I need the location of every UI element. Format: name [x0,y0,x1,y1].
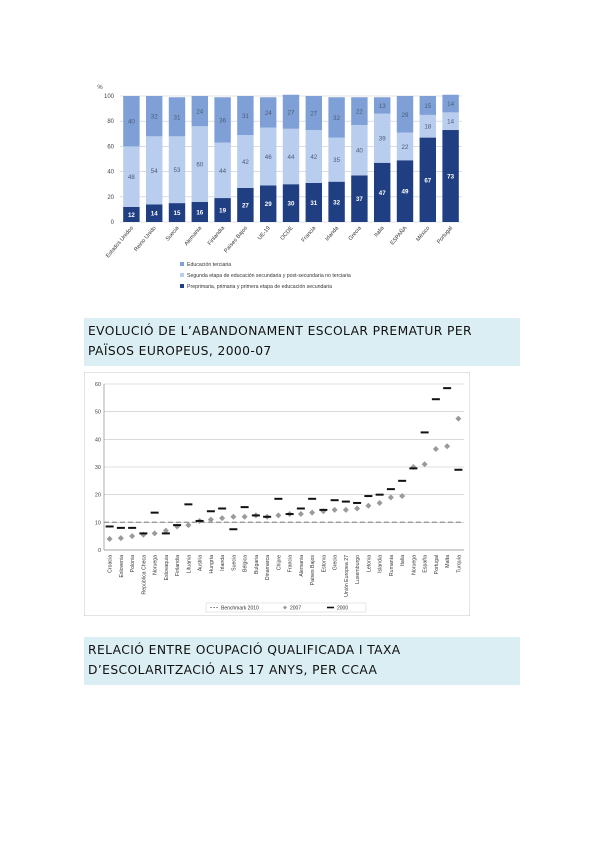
chart1-legend-label: Segunda etapa de educación secundaria y post-secundaria no terciaria [187,273,351,279]
chart1-data-label: 12 [127,211,135,219]
chart1-y-tick-label: 60 [107,144,114,151]
chart1-data-label: 49 [401,188,409,196]
chart2-y-tick-label: 40 [94,437,101,444]
chart2-x-label: Alemania [298,555,305,577]
chart1-data-label: 13 [378,102,386,110]
chart1-data-label: 22 [401,143,409,151]
chart1-data-label: 37 [355,196,363,204]
chart2-x-label: Dinamarca [265,555,272,581]
chart2-x-label: Luxemburgo [355,555,362,584]
chart2-x-label: Turquía [456,555,463,573]
chart1-data-label: 42 [310,153,318,161]
chart1-y-tick-label: 20 [107,194,114,201]
chart1-x-label: México [415,225,432,243]
chart2-x-label: España [422,555,429,573]
chart1-x-label: Portugal [436,225,455,246]
chart1-data-label: 15 [424,102,432,110]
chart1-y-tick-label: 40 [107,169,114,176]
chart2-x-label: Grecia [332,555,339,571]
chart1-legend-label: Preprimaria, primaria y primera etapa de educación secundaria [187,284,333,290]
chart1-legend [180,262,351,290]
chart1-data-label: 47 [378,189,386,197]
chart1-data-label: 24 [196,108,204,116]
chart2-x-label: Irlanda [220,555,227,571]
chart1-data-label: 14 [447,101,455,109]
chart2-x-label: Unión Europea 27 [343,555,350,597]
chart1-data-label: 18 [424,123,432,131]
chart2-y-tick-label: 50 [94,409,101,416]
chart1-data-label: 14 [447,118,455,126]
chart2-x-label: Islandia [377,555,384,573]
chart1-data-label: 29 [264,201,272,209]
chart1-data-label: 22 [355,108,363,116]
chart2-x-label: Noruega [152,555,159,575]
chart1-data-label: 32 [150,113,158,121]
chart1-legend-swatch [180,262,184,266]
chart2-x-label: Rumanía [388,555,395,577]
chart1-data-label: 42 [241,159,249,167]
chart2-x-label: Polonia [130,555,137,573]
chart1-data-label: 44 [287,153,295,161]
chart2-x-label: República Checa [141,555,148,595]
chart1-data-label: 31 [173,114,181,122]
chart1-data-label: 40 [355,147,363,155]
chart1-data-label: 31 [310,199,318,207]
chart2-legend-label: Benchmark 2010 [221,605,259,612]
chart2-x-label: Malta [445,555,452,568]
chart2-x-label: Países Bajos [310,555,317,586]
chart2-y-tick-label: 0 [97,548,101,554]
chart1-legend-label: Educación terciaria [187,262,232,268]
chart2-y-tick-label: 60 [94,382,101,388]
chart1-data-label: 27 [310,110,318,118]
chart2-x-label: Italia [400,555,407,566]
chart1-y-tick-label: 100 [103,94,114,100]
chart1-x-label: Francia [300,225,318,244]
chart1-data-label: 35 [333,157,341,165]
chart1-y-tick-label: 0 [110,220,114,226]
chart1-legend-swatch [180,284,184,288]
chart1-x-label: Finlandia [206,225,227,247]
chart2-x-label: Francia [287,555,294,573]
chart1-x-label: UE-19 [256,225,272,242]
chart1-data-label: 60 [196,161,204,169]
chart1-bars [123,95,459,222]
chart2-x-label: Austria [197,555,204,572]
chart2-y-tick-label: 10 [94,520,101,527]
chart1-data-label: 15 [173,210,181,218]
chart1-x-label: ESPAÑA [389,225,409,247]
chart1-data-label: 16 [196,209,204,217]
chart2-y-tick-label: 30 [94,465,101,471]
chart1-data-label: 19 [219,207,227,215]
chart1-data-label: 27 [287,109,295,117]
chart1-data-label: 46 [264,153,272,161]
stacked-bar-chart [84,80,468,298]
chart2-y-tick-label: 20 [94,492,101,499]
chart1-x-label: Estados Unidos [105,225,135,260]
chart2-x-label: Eslovaquia [163,555,170,581]
caption-ocupacio: RELACIÓ ENTRE OCUPACIÓ QUALIFICADA I TAXA D’ESCOLARITZACIÓ ALS 17 ANYS, PER CCAA [84,637,520,685]
chart1-data-label: 44 [219,167,227,175]
chart1-data-label: 27 [241,202,249,210]
chart2-legend-label: 2000 [337,605,349,612]
chart1-y-ticks [104,94,115,226]
scatter-chart [84,372,470,616]
chart2-x-label: Croacia [107,555,114,573]
chart2-x-label: Chipre [276,555,283,571]
chart2-x-label: Eslovenia [118,555,125,578]
chart1-data-label: 40 [127,118,135,126]
chart1-data-label: 36 [219,117,227,125]
chart2-x-label: Bélgica [242,555,249,573]
chart1-data-label: 31 [241,113,249,121]
chart2-x-label: Portugal [433,555,440,575]
chart2-x-label: Hungría [208,555,215,574]
chart1-data-label: 32 [333,199,341,207]
chart2-x-label: Noruega [411,555,418,575]
chart1-x-labels [105,225,454,260]
chart2-x-label: Lituania [186,555,193,574]
chart2-x-label: Suecia [231,555,238,571]
chart1-x-label: Reino Unido [133,225,158,253]
chart1-x-label: Irlanda [324,225,341,243]
chart1-data-label: 14 [150,210,158,218]
chart1-data-label: 67 [424,177,432,185]
chart1-data-label: 29 [401,111,409,119]
chart1-data-label: 53 [173,167,181,175]
chart1-x-label: Alemania [183,225,204,248]
chart1-x-label: Suecia [164,225,181,243]
chart1-data-label: 54 [150,167,158,175]
chart1-legend-swatch [180,273,184,277]
chart1-data-label: 24 [264,109,272,117]
chart2-x-label: Finlandia [175,555,182,577]
chart1-x-label: Italia [373,225,386,239]
chart2-legend-label: 2007 [290,605,302,612]
chart1-y-axis-label: % [97,85,103,91]
chart1-y-tick-label: 80 [107,119,114,126]
chart1-x-label: OCDE [279,225,295,242]
chart1-data-label: 39 [378,135,386,143]
chart2-x-label: Bulgaria [253,555,260,575]
chart1-data-label: 48 [127,174,135,182]
chart2-x-label: Estonia [321,555,328,573]
chart1-data-label: 30 [287,200,295,208]
chart1-x-label: Países Bajos [223,225,249,255]
chart1-data-label: 32 [333,114,341,122]
chart1-data-label: 73 [447,173,455,181]
chart1-x-label: Grecia [347,225,363,242]
caption-abandonament: EVOLUCIÓ DE L’ABANDONAMENT ESCOLAR PREMATUR PER PAÏSOS EUROPEUS, 2000-07 [84,318,520,366]
chart2-legend [206,603,366,612]
chart2-x-label: Letonia [366,555,373,573]
